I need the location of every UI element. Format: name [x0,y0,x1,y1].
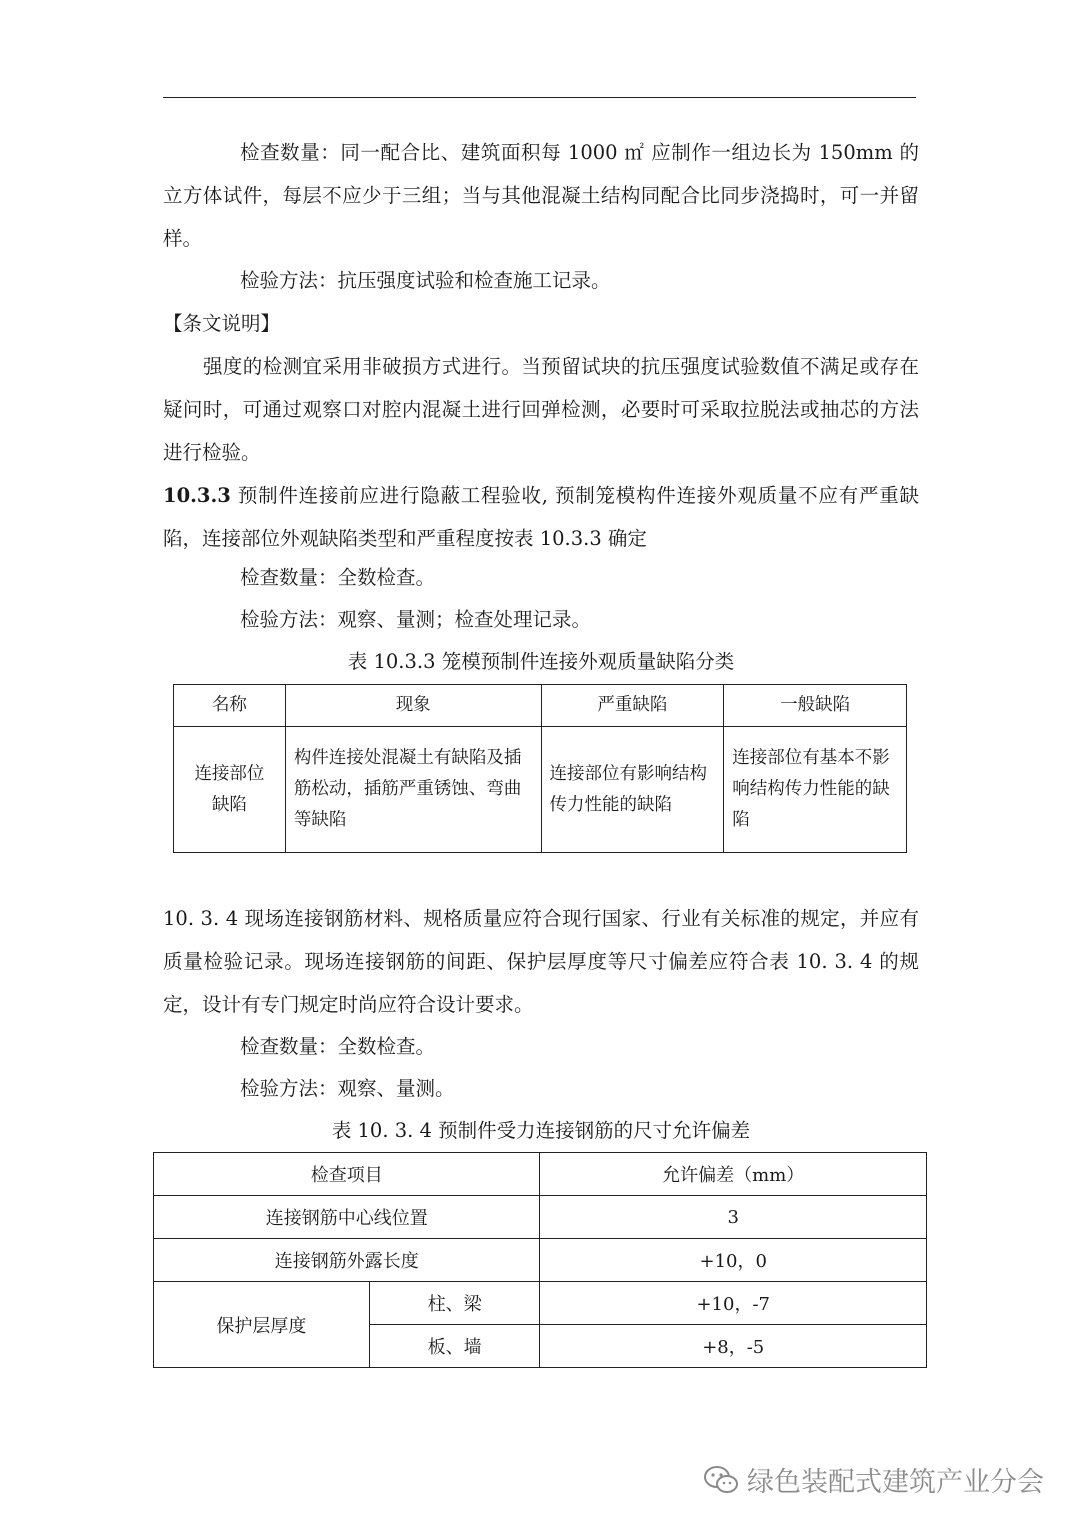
explanation-text: 强度的检测宜采用非破损方式进行。当预留试块的抗压强度试验数值不满足或存在疑问时，可通过观察口对腔内混凝土进行回弹检测，必要时可采取拉脱法或抽芯的方法进行检验。 [163,355,919,464]
clause-10-3-3-check-qty: 检查数量：全数检查。 [240,566,436,589]
header-name: 名称 [174,685,286,727]
clause-10-3-4-check-method: 检验方法：观察、量测。 [240,1077,455,1100]
clause-10-3-4-check-qty: 检查数量：全数检查。 [240,1035,436,1058]
row-tolerance: +10，0 [540,1239,927,1282]
table-row [154,1282,927,1325]
header-rule [163,97,916,98]
header-tolerance: 允许偏差（mm） [540,1153,927,1196]
table-header-row [154,1153,927,1196]
cell-serious: 连接部位有影响结构传力性能的缺陷 [541,727,724,853]
cell-phenomenon: 构件连接处混凝土有缺陷及插筋松动，插筋严重锈蚀、弯曲等缺陷 [285,727,541,853]
wechat-icon [703,1465,739,1495]
table-header-row [174,685,907,727]
row-item: 保护层厚度 [154,1282,370,1368]
clause-10-3-3 [163,474,919,560]
header-serious: 严重缺陷 [541,685,724,727]
clause-number: 10.3.3 [163,484,231,507]
header-phenomenon: 现象 [285,685,541,727]
row-tolerance: +8，-5 [540,1325,927,1368]
clause-text: 预制件连接前应进行隐蔽工程验收, 预制笼模构件连接外观质量不应有严重缺陷，连接部位外观缺陷类型和严重程度按表 10.3.3 确定 [163,484,919,550]
header-general: 一般缺陷 [724,685,907,727]
table-10-3-4 [153,1152,927,1368]
row-subitem: 板、墙 [369,1325,540,1368]
table-10-3-3 [173,684,907,853]
cell-name: 连接部位缺陷 [174,727,286,853]
clause-10-3-3-check-method: 检验方法：观察、量测；检查处理记录。 [240,608,592,631]
check-quantity-paragraph: 检查数量：同一配合比、建筑面积每 1000 ㎡ 应制作一组边长为 150mm 的立方体试件，每层不应少于三组；当与其他混凝土结构同配合比同步浇捣时，可一并留样。 [163,141,919,250]
row-tolerance: 3 [540,1196,927,1239]
row-tolerance: +10，-7 [540,1282,927,1325]
watermark [703,1460,1044,1499]
table-10-3-3-caption: 表 10.3.3 笼模预制件连接外观质量缺陷分类 [347,650,735,673]
row-item: 连接钢筋中心线位置 [154,1196,540,1239]
table-row [154,1196,927,1239]
table-10-3-4-caption: 表 10. 3. 4 预制件受力连接钢筋的尺寸允许偏差 [331,1119,751,1142]
cell-general: 连接部位有基本不影响结构传力性能的缺陷 [724,727,907,853]
explanation-header: 【条文说明】 [163,312,281,335]
table-row [174,727,907,853]
watermark-text: 绿色装配式建筑产业分会 [747,1467,1044,1498]
header-item: 检查项目 [154,1153,540,1196]
check-method-paragraph: 检验方法：抗压强度试验和检查施工记录。 [240,269,611,292]
clause-10-3-4: 10. 3. 4 现场连接钢筋材料、规格质量应符合现行国家、行业有关标准的规定，并应有质量检验记录。现场连接钢筋的间距、保护层厚度等尺寸偏差应符合表 10. 3. 4 的规定，设计有专门规定时尚应符合设计要求。 [163,907,919,1016]
row-item: 连接钢筋外露长度 [154,1239,540,1282]
row-subitem: 柱、梁 [369,1282,540,1325]
table-row [154,1239,927,1282]
